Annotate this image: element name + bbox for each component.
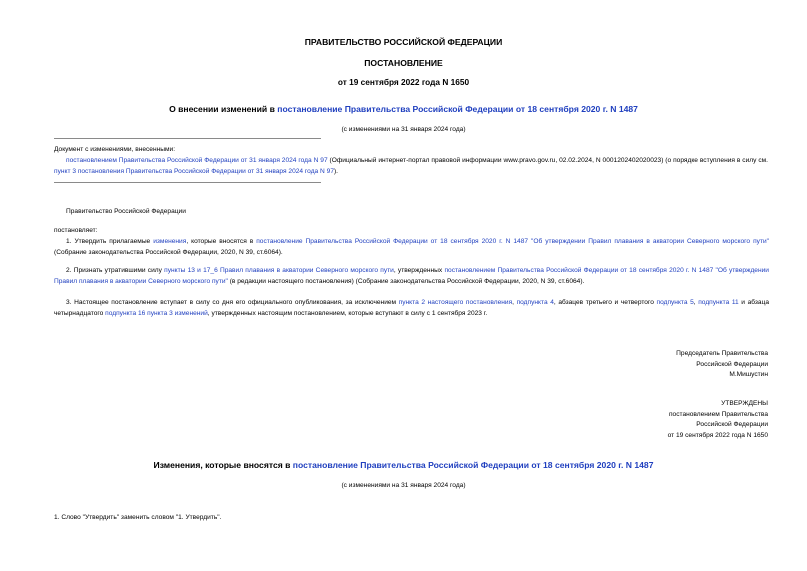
- p3-text-b: ,: [512, 299, 517, 306]
- p3-text-e: и абзаца четырнадцатого: [54, 299, 770, 317]
- p3-link-point-2[interactable]: пункта 2 настоящего постановления: [398, 299, 513, 306]
- p1-link-resolution[interactable]: постановление Правительства Российской Федерации от 18 сентября 2020 г. N 1487 "Об утверждении Правил плавания в акватории Северного морского пути": [256, 238, 769, 245]
- changes-box-text: [54, 155, 768, 177]
- signature-org: Российской Федерации: [696, 360, 768, 368]
- p2-link-points[interactable]: пункты 13 и 17_6 Правил плавания в акватории Северного морского пути: [164, 267, 394, 274]
- divider-top: [54, 138, 321, 139]
- approved-block: [668, 399, 768, 441]
- paragraph-2: [54, 265, 769, 287]
- changes-box-title: Документ с изменениями, внесенными:: [54, 146, 176, 153]
- changes-title: [0, 460, 807, 470]
- postanovlyaet: постановляет:: [54, 227, 98, 234]
- p2-link-resolution[interactable]: постановлением Правительства Российской Федерации от 18 сентября 2020 г. N 1487 "Об утверждении Правил плавания в акватории Северного морского пути": [54, 267, 769, 285]
- p3-link-subpoint-4[interactable]: подпункта 4: [516, 299, 554, 306]
- changes-text-1: (Официальный интернет-портал правовой информации www.pravo.gov.ru, 02.02.2024, N 0001202402020023) (о порядке вступления в силу см.: [327, 157, 769, 164]
- change-item-1: 1. Слово "Утвердить" заменить словом "1. Утвердить".: [54, 514, 222, 521]
- changes-link-1[interactable]: постановлением Правительства Российской Федерации от 31 января 2024 года N 97: [66, 157, 328, 164]
- document-title: [0, 104, 807, 114]
- p3-text-f: , утвержденных настоящим постановлением, которые вступают в силу с 1 сентября 2023 г.: [207, 310, 488, 317]
- p1-text-c: (Собрание законодательства Российской Федерации, 2020, N 39, ст.6064).: [54, 249, 283, 256]
- amended-note: (с изменениями на 31 января 2024 года): [341, 126, 466, 133]
- title-link[interactable]: постановление Правительства Российской Федерации от 18 сентября 2020 г. N 1487: [277, 104, 638, 114]
- paragraph-3: [54, 297, 769, 319]
- p1-text-a: 1. Утвердить прилагаемые: [66, 238, 154, 245]
- p1-link-changes[interactable]: изменения: [153, 238, 187, 245]
- changes-box: [54, 144, 768, 177]
- p1-text-b: , которые вносятся в: [186, 238, 257, 245]
- signature-name: М.Мишустин: [729, 371, 768, 379]
- changes-title-link[interactable]: постановление Правительства Российской Федерации от 18 сентября 2020 г. N 1487: [292, 460, 654, 470]
- changes-text-2: ).: [333, 168, 339, 175]
- approved-title: УТВЕРЖДЕНЫ: [721, 400, 768, 407]
- date-number-heading: от 19 сентября 2022 года N 1650: [337, 77, 470, 87]
- p2-text-c: (в редакции настоящего постановления) (Собрание законодательства Российской Федерации, 2020, N 39, ст.6064).: [227, 278, 585, 285]
- government-line: Правительство Российской Федерации: [66, 208, 186, 215]
- approved-line-4: от 19 сентября 2022 года N 1650: [667, 431, 768, 439]
- p2-text-b: , утвержденных: [393, 267, 445, 274]
- p3-text-c: , абзацев третьего и четвертого: [553, 299, 657, 306]
- signature-block: [676, 349, 768, 381]
- p3-link-subpoint-16[interactable]: подпункта 16 пункта 3 изменений: [105, 310, 208, 317]
- p3-link-subpoint-11[interactable]: подпункта 11: [698, 299, 739, 306]
- government-heading: ПРАВИТЕЛЬСТВО РОССИЙСКОЙ ФЕДЕРАЦИИ: [304, 37, 503, 47]
- p3-link-subpoint-5[interactable]: подпункта 5: [656, 299, 694, 306]
- paragraph-1: [54, 236, 769, 258]
- changes-amended-note: (с изменениями на 31 января 2024 года): [341, 482, 466, 489]
- p2-text-a: 2. Признать утратившими силу: [66, 267, 165, 274]
- changes-link-2[interactable]: пункт 3 постановления Правительства Российской Федерации от 31 января 2024 года N 97: [54, 168, 334, 175]
- approved-line-3: Российской Федерации: [696, 421, 768, 429]
- p3-text-d: ,: [693, 299, 699, 306]
- title-prefix: О внесении изменений в: [169, 104, 278, 114]
- approved-line-2: постановлением Правительства: [668, 410, 768, 418]
- changes-title-prefix: Изменения, которые вносятся в: [153, 460, 293, 470]
- signature-title: Председатель Правительства: [676, 350, 768, 357]
- doc-type-heading: ПОСТАНОВЛЕНИЕ: [364, 58, 443, 68]
- divider-bottom: [54, 182, 321, 183]
- p3-text-a: 3. Настоящее постановление вступает в силу со дня его официального опубликования, за исключением: [66, 299, 399, 306]
